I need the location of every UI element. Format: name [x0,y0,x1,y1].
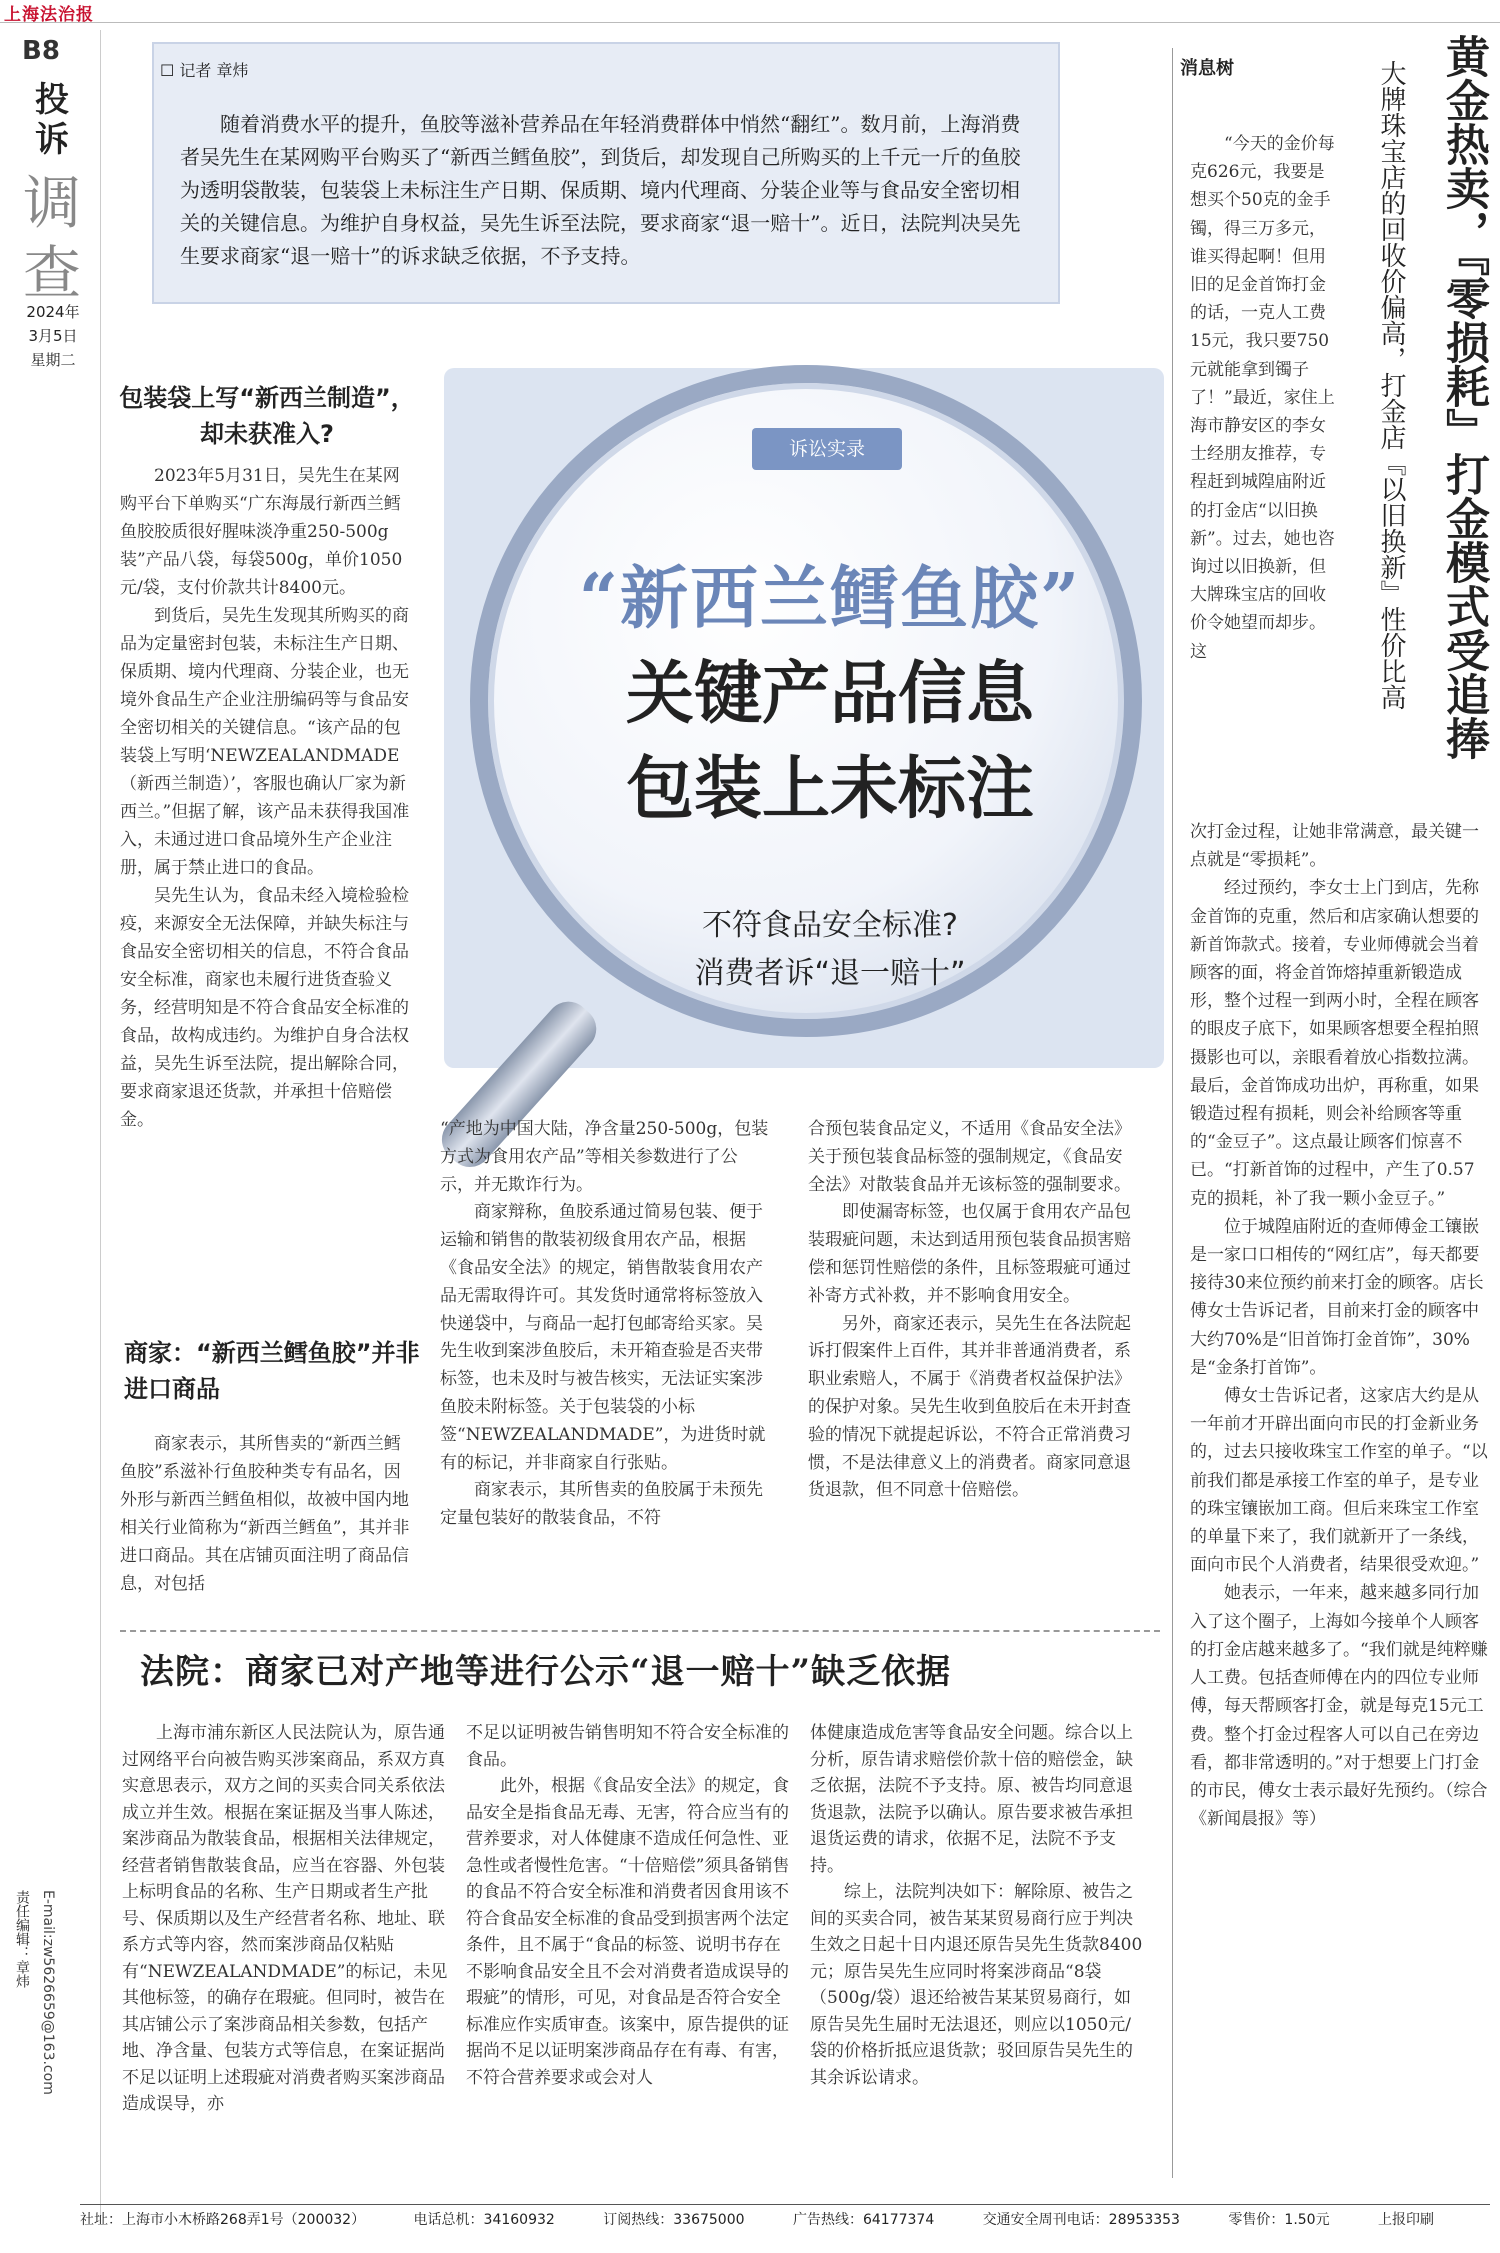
footer-address: 社址：上海市小木桥路268弄1号（200032） [80,2212,366,2228]
issue-year: 2024年 [26,303,80,321]
headline-line-3: 包装上未标注 [625,749,1034,829]
intro-text: 随着消费水平的提升，鱼胶等滋补营养品在年轻消费群体中悄然“翻红”。数月前，上海消费者吴先生在某网购平台购买了“新西兰鳕鱼胶”，到货后，却发现自己所购买的上千元一斤的鱼胶为透明袋散装，包装袋上未标注生产日期、保质期、境内代理商、分装企业等与食品安全密切相关的关键信息。为维护自身权益，吴先生诉至法院，要求商家“退一赔十”。近日，法院判决吴先生要求商家“退一赔十”的诉求缺乏依据，不予支持。 [180,112,1021,268]
paragraph: 此外，根据《食品安全法》的规定，食品安全是指食品无毒、无害，符合应当有的营养要求，对人体健康不造成任何急性、亚急性或者慢性危害。“十倍赔偿”须具备销售的食品不符合安全标准和消费者因食用该不符合食品安全标准的食品受到损害两个法定条件，且不属于“食品的标签、说明书存在不影响食品安全且不会对消费者造成误导的瑕疵”的情形，可见，对食品是否符合安全标准应作实质审查。该案中，原告提供的证据尚不足以证明案涉商品存在有毒、有害，不符合营养要求或会对人 [466,1776,790,2088]
paragraph: 次打金过程，让她非常满意，最关键一点就是“零损耗”。 [1190,822,1479,871]
newspaper-logo: 上海法治报 [4,5,94,25]
byline: ☐ 记者 章炜 [160,61,249,80]
paragraph: 位于城隍庙附近的查师傅金工镶嵌是一家口口相传的“网红店”，每天都要接待30来位预约前来打金的顾客。店长傅女士告诉记者，目前来打金的顾客中大约70%是“旧首饰打金首饰”，30%是“金条打首饰”。 [1190,1216,1484,1378]
court-column-1 [122,1720,452,2118]
editor-email: E-mail:zw5626659@163.com [40,1890,56,2095]
paragraph: 合预包装食品定义，不适用《食品安全法》关于预包装食品标签的强制规定，《食品安全法》对散装食品并无该标签的强制要求。 [808,1119,1131,1195]
paragraph: 经过预约，李女士上门到店，先称金首饰的克重，然后和店家确认想要的新首饰款式。接着，专业师傅就会当着顾客的面，将金首饰熔掉重新锻造成形，整个过程一到两小时，全程在顾客的眼皮子底下，如果顾客想要全程拍照摄影也可以，亲眼看着放心指数拉满。最后，金首饰成功出炉，再称重，如果锻造过程有损耗，则会补给顾客等重的“金豆子”。这点最让顾客们惊喜不已。“打新首饰的过程中，产生了0.57克的损耗，补了我一颗小金豆子。” [1190,878,1479,1209]
section-big-char-2: 查 [22,239,81,307]
section-char-1: 投 [35,80,69,120]
middle-column-2 [808,1116,1138,1505]
footer-subscribe: 订阅热线：33675000 [603,2212,745,2228]
masthead [0,0,1500,23]
paragraph: 另外，商家还表示，吴先生在各法院起诉打假案件上百件，其并非普通消费者，系职业索赔人，不属于《消费者权益保护法》的保护对象。吴先生收到鱼胶后在未开封查验的情况下就提起诉讼，不符合正常消费习惯，不是法律意义上的消费者。商家同意退货退款，但不同意十倍赔偿。 [808,1313,1131,1501]
paragraph: 到货后，吴先生发现其所购买的商品为定量密封包装，未标注生产日期、保质期、境内代理商、分装企业，也无境外食品生产企业注册编码等与食品安全密切相关的关键信息。“该产品的包装袋上写明‘NEWZEALANDMADE（新西兰制造）’，客服也确认厂家为新西兰。”但据了解，该产品未获得我国准入，未通过进口食品境外生产企业注册，属于禁止进口的食品。 [120,606,410,878]
left-column-body-2 [120,1430,416,1598]
paragraph: 上海市浦东新区人民法院认为，原告通过网络平台向被告购买涉案商品，系双方真实意思表示，双方之间的买卖合同关系依法成立并生效。根据在案证据及当事人陈述，案涉商品为散装食品，根据相关法律规定，经营者销售散装食品，应当在容器、外包装上标明食品的名称、生产日期或者生产批号、保质期以及生产经营者名称、地址、联系方式等内容，然而案涉商品仅粘贴有“NEWZEALANDMADE”的标记，未见其他标签，的确存在瑕疵。但同时，被告在其店铺公示了案涉商品相关参数，包括产地、净含量、包装方式等信息，在案证据尚不足以证明上述瑕疵对消费者购买案涉商品造成误导，亦 [122,1723,448,2114]
news-tree-tag: 消息树 [1180,58,1234,79]
gold-headline: 黄金热卖，『零损耗』打金模式受追捧 [1438,34,1489,760]
column-rule [1172,48,1173,2178]
paragraph: 商家表示，其所售卖的“新西兰鳕鱼胶”系滋补行鱼胶种类专有品名，因外形与新西兰鳕鱼相似，故被中国内地相关行业简称为“新西兰鳕鱼”，其并非进口商品。其在店铺页面注明了商品信息，对包括 [120,1434,410,1594]
footer-printer: 上报印刷 [1378,2212,1435,2228]
footer [80,2204,1490,2235]
paragraph: 不足以证明被告销售明知不符合安全标准的食品。 [466,1723,789,1770]
paragraph: 傅女士告诉记者，这家店大约是从一年前才开辟出面向市民的打金新业务的，过去只接收珠宝工作室的单子。“以前我们都是承接工作室的单子，是专业的珠宝镶嵌加工商。但后来珠宝工作室的单量下来了，我们就新开了一条线，面向市民个人消费者，结果很受欢迎。” [1190,1386,1488,1576]
section-title-big [14,168,90,308]
footer-ads: 广告热线：64177374 [792,2212,935,2228]
headline-line-1: “新西兰鳕鱼胶” [578,559,1082,639]
court-heading: 法院：商家已对产地等进行公示“退一赔十”缺乏依据 [140,1652,952,1692]
paragraph: 2023年5月31日，吴先生在某网购平台下单购买“广东海晟行新西兰鳕鱼胶胶质很好腥味淡净重250-500g装”产品八袋，每袋500g，单价1050元/袋，支付价款共计8400元。 [120,466,403,598]
gold-subheadline: 大牌珠宝店的回收价偏高，打金店『以旧换新』性价比高 [1376,60,1406,710]
gold-article-body [1190,818,1490,1833]
subheadline-1: 不符食品安全标准? [702,908,958,943]
section-big-char-1: 调 [22,169,81,237]
responsible-editor: 责任编辑：章炜 [14,1890,30,1988]
subhead-packaging: 包装袋上写“新西兰制造”，却未获准入? [119,384,415,448]
page-number: B8 [22,36,60,66]
court-column-3 [810,1720,1146,2091]
paragraph: “今天的金价每克626元，我要是想买个50克的金手镯，得三万多元，谁买得起啊！但用旧的足金首饰打金的话，一克人工费15元，我只要750元就能拿到镯子了！”最近，家住上海市静安区的李女士经朋友推荐，专程赶到城隍庙附近的打金店“以旧换新”。过去，她也咨询过以旧换新，但大牌珠宝店的回收价令她望而却步。这 [1190,134,1335,662]
section-name [22,80,82,160]
issue-weekday: 星期二 [30,351,76,369]
section-divider [120,1630,1160,1632]
paragraph: 体健康造成危害等食品安全问题。综合以上分析，原告请求赔偿价款十倍的赔偿金，缺乏依据，法院不予支持。原、被告均同意退货退款，法院予以确认。原告要求被告承担退货运费的请求，依据不足，法院不予支持。 [810,1723,1133,1876]
left-column-body [120,462,416,1134]
subheadline-2: 消费者诉“退一赔十” [694,956,966,991]
paragraph: 吴先生认为，食品未经入境检验检疫，来源安全无法保障，并缺失标注与食品安全密切相关的信息，不符合食品安全标准，商家也未履行进货查验义务，经营明知是不符合食品安全标准的食品，故构成违约。为维护自身合法权益，吴先生诉至法院，提出解除合同，要求商家退还货款，并承担十倍赔偿金。 [120,886,409,1130]
issue-date [10,300,96,372]
court-column-2 [466,1720,796,2091]
footer-traffic: 交通安全周刊电话：28953353 [982,2212,1180,2228]
paragraph: 即使漏寄标签，也仅属于食用农产品包装瑕疵问题，未达到适用预包装食品损害赔偿和惩罚性赔偿的条件，且标签瑕疵可通过补寄方式补救，并不影响食用安全。 [808,1202,1131,1306]
footer-phone: 电话总机：34160932 [413,2212,555,2228]
headline-line-2: 关键产品信息 [625,654,1034,734]
footer-price: 零售价：1.50元 [1228,2212,1330,2228]
paragraph: 商家表示，其所售卖的鱼胶属于未预先定量包装好的散装食品，不符 [440,1480,763,1529]
section-char-2: 诉 [35,120,69,160]
middle-column-1 [440,1116,770,1533]
gold-article-lead [1190,130,1340,666]
paragraph: “产地为中国大陆，净含量250-500g，包装方式为食用农产品”等相关参数进行了公示，并无欺诈行为。 [440,1119,769,1195]
litigation-tag: 诉讼实录 [752,428,902,470]
paragraph: 商家辩称，鱼胶系通过简易包装、便于运输和销售的散装初级食用农产品，根据《食品安全法》的规定，销售散装食用农产品无需取得许可。其发货时通常将标签放入快递袋中，与商品一起打包邮寄给买家。吴先生收到案涉鱼胶后，未开箱查验是否夹带标签，也未及时与被告核实，无法证实案涉鱼胶未附标签。关于包装袋的小标签“NEWZEALANDMADE”，为进货时就有的标记，并非商家自行张贴。 [440,1202,766,1473]
issue-day: 3月5日 [28,327,78,345]
paragraph: 她表示，一年来，越来越多同行加入了这个圈子，上海如今接单个人顾客的打金店越来越多了。“我们就是纯粹赚人工费。包括查师傅在内的四位专业师傅，每天帮顾客打金，就是每克15元工费。整个打金过程客人可以自己在旁边看，都非常透明的。”对于想要上门打金的市民，傅女士表示最好先预约。（综合《新闻晨报》等） [1190,1583,1488,1830]
subhead-merchant: 商家：“新西兰鳕鱼胶”并非进口商品 [124,1339,420,1403]
paragraph: 综上，法院判决如下：解除原、被告之间的买卖合同，被告某某贸易商行应于判决生效之日起十日内退还原告吴先生货款8400元；原告吴先生应同时将案涉商品“8袋（500g/袋）退还给被告某某贸易商行，如原告吴先生届时无法退还，则应以1050元/袋的价格折抵应退货款；驳回原告吴先生的其余诉讼请求。 [810,1882,1143,2088]
